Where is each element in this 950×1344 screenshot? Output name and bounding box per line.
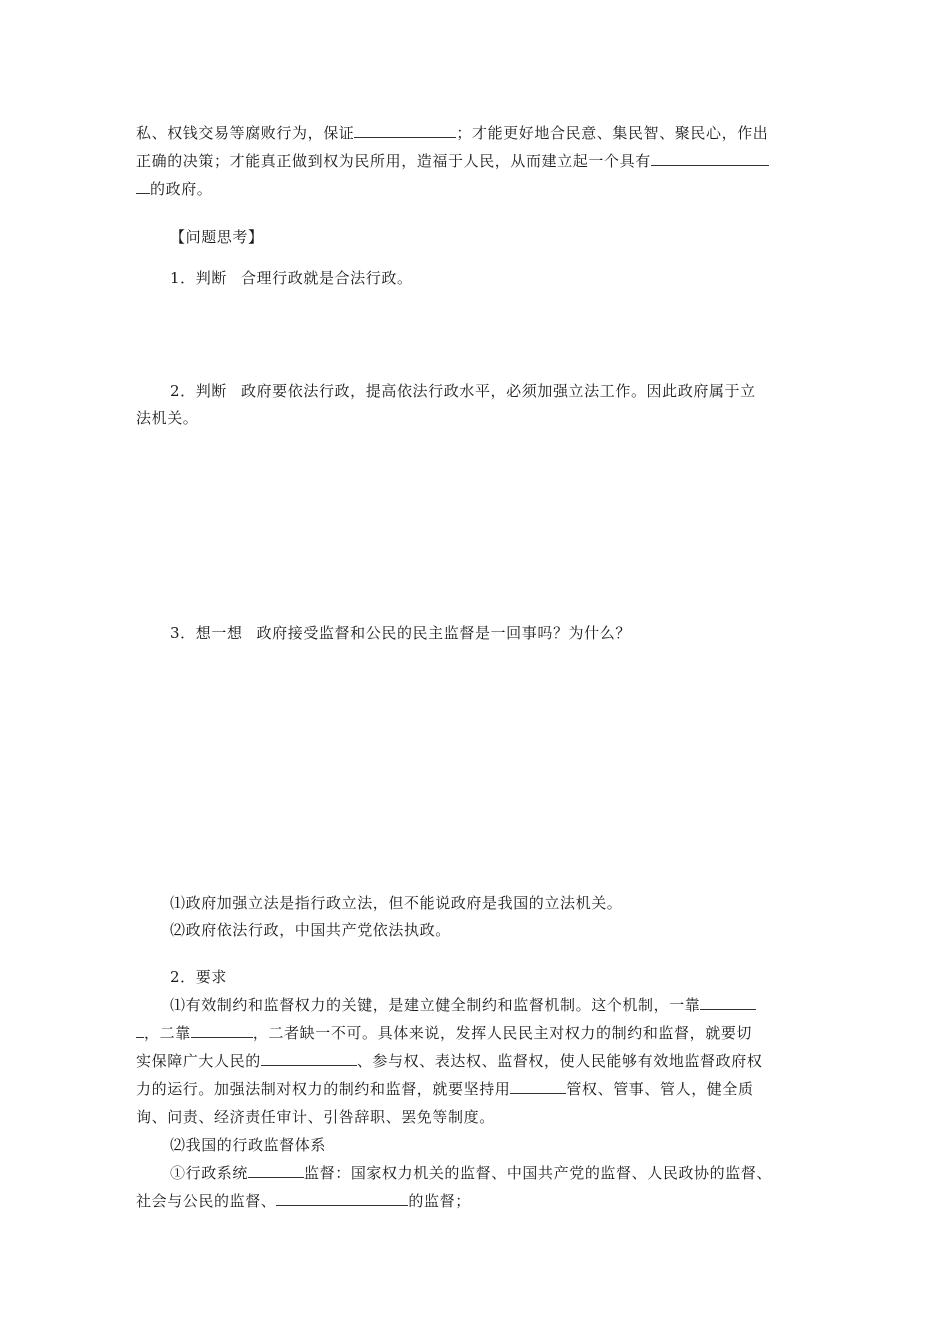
req-line-6: ⑵我国的行政监督体系 [170, 1136, 327, 1154]
req-line-7 [170, 1162, 860, 1184]
question-number: 1．判断 [170, 269, 227, 287]
req-line-2 [136, 1022, 826, 1044]
req-text: ，二者缺一不可。具体来说，发挥人民民主对权力的制约和监督，就要切 [252, 1024, 753, 1042]
fill-blank[interactable] [651, 151, 769, 166]
req-text: ①行政系统 [170, 1164, 249, 1182]
question-text: 政府要依法行政，提高依法行政水平，必须加强立法工作。因此政府属于立 [240, 382, 756, 400]
fill-blank[interactable] [261, 1051, 357, 1066]
requirements-title: 2．要求 [170, 968, 227, 986]
answer-2: ⑵政府依法行政，中国共产党依法执政。 [170, 921, 451, 939]
req-text: 、参与权、表达权、监督权，使人民能够有效地监督政府权 [356, 1052, 763, 1070]
req-text: 管权、管事、管人，健全质 [566, 1080, 754, 1098]
section-heading: 【问题思考】 [170, 228, 264, 246]
intro-text: 的政府。 [150, 180, 213, 198]
req-text: ⑴有效制约和监督权力的关键，是建立健全制约和监督机制。这个机制，一靠 [170, 996, 701, 1014]
answer-1: ⑴政府加强立法是指行政立法，但不能说政府是我国的立法机关。 [170, 894, 623, 912]
question-text: 政府接受监督和公民的民主监督是一回事吗？为什么？ [256, 624, 631, 642]
req-line-5: 询、问责、经济责任审计、引咎辞职、罢免等制度。 [136, 1108, 495, 1126]
question-3 [170, 622, 860, 644]
req-text: 力的运行。加强法制对权力的制约和监督，就要坚持用 [136, 1080, 511, 1098]
fill-blank[interactable] [191, 1023, 253, 1038]
question-2-cont: 法机关。 [136, 409, 199, 427]
intro-text: 私、权钱交易等腐败行为，保证 [136, 124, 355, 142]
req-line-1 [170, 994, 860, 1016]
req-text: 的监督； [408, 1192, 471, 1210]
fill-blank[interactable] [354, 123, 456, 138]
fill-blank[interactable] [510, 1079, 566, 1094]
fill-blank[interactable] [136, 1023, 144, 1038]
req-line-3 [136, 1050, 826, 1072]
question-text: 合理行政就是合法行政。 [240, 269, 413, 287]
question-number: 3．想一想 [170, 624, 243, 642]
intro-line-3 [136, 178, 826, 200]
question-2 [170, 380, 860, 402]
intro-line-1 [136, 122, 826, 144]
req-text: ，二靠 [144, 1024, 191, 1042]
req-text: 社会与公民的监督、 [136, 1192, 277, 1210]
intro-text: ；才能更好地合民意、集民智、聚民心，作出 [456, 124, 769, 142]
req-text: 监督：国家权力机关的监督、中国共产党的监督、人民政协的监督、 [304, 1164, 773, 1182]
req-text: 实保障广大人民的 [136, 1052, 261, 1070]
intro-text: 正确的决策；才能真正做到权为民所用，造福于人民，从而建立起一个具有 [136, 152, 651, 170]
fill-blank[interactable] [248, 1163, 304, 1178]
req-line-8 [136, 1190, 826, 1212]
fill-blank[interactable] [136, 179, 150, 194]
intro-line-2 [136, 150, 826, 172]
req-line-4 [136, 1078, 826, 1100]
question-number: 2．判断 [170, 382, 227, 400]
question-1 [170, 267, 860, 289]
fill-blank[interactable] [700, 995, 756, 1010]
fill-blank[interactable] [276, 1191, 408, 1206]
